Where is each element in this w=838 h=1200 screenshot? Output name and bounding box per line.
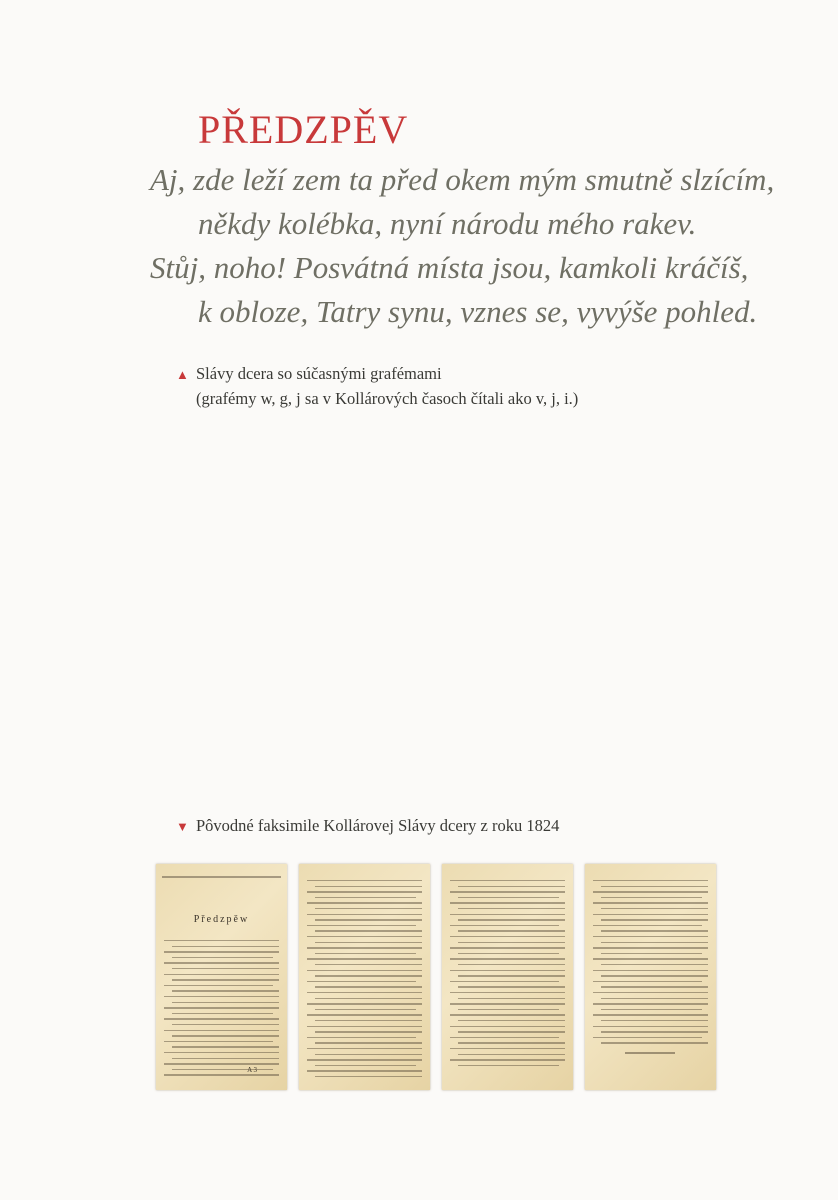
facsimile-page-4 bbox=[585, 864, 716, 1090]
facsimile-text-line bbox=[601, 986, 708, 987]
facsimile-text-line bbox=[450, 902, 565, 903]
facsimile-page-2 bbox=[299, 864, 430, 1090]
facsimile-text-line bbox=[315, 1065, 416, 1066]
facsimile-text-line bbox=[164, 996, 279, 997]
facsimile-text-line bbox=[593, 958, 708, 959]
facsimile-text-line bbox=[593, 1014, 708, 1015]
facsimile-text-line bbox=[593, 1037, 702, 1038]
verse-line-2: někdy kolébka, nyní národu mého rakev. bbox=[198, 206, 697, 241]
facsimile-text-line bbox=[315, 886, 422, 887]
facsimile-text-line bbox=[601, 953, 702, 954]
facsimile-text-line bbox=[315, 908, 422, 909]
facsimile-text-line bbox=[172, 957, 273, 958]
triangle-up-icon: ▲ bbox=[176, 367, 189, 382]
facsimile-text-line bbox=[450, 1026, 565, 1027]
facsimile-text-line bbox=[307, 981, 416, 982]
facsimile-text-line bbox=[450, 1003, 565, 1004]
facsimile-text-line bbox=[601, 897, 702, 898]
verse-line-3: Stůj, noho! Posvátná místa jsou, kamkoli kráčíš, bbox=[150, 250, 749, 285]
facsimile-text-line bbox=[164, 1018, 279, 1019]
facsimile-text-line bbox=[172, 968, 279, 969]
facsimile-text-line bbox=[458, 942, 565, 943]
facsimile-text-line bbox=[450, 970, 565, 971]
facsimile-text-line bbox=[601, 1009, 702, 1010]
facsimile-text-line bbox=[164, 985, 273, 986]
facsimile-text-line bbox=[307, 947, 422, 948]
facsimile-text-line bbox=[164, 1074, 279, 1075]
facsimile-text-line bbox=[450, 891, 565, 892]
facsimile-text-line bbox=[458, 919, 565, 920]
facsimile-text-line bbox=[164, 1041, 273, 1042]
facsimile-text-line bbox=[315, 1020, 422, 1021]
facsimile-text-line bbox=[601, 1031, 708, 1032]
facsimile-text-line bbox=[307, 992, 422, 993]
facsimile-text-line bbox=[307, 958, 422, 959]
facsimile-text-line bbox=[450, 1048, 565, 1049]
facsimile-text-line bbox=[307, 1070, 422, 1071]
facsimile-text-line bbox=[172, 990, 279, 991]
facsimile-text-line bbox=[172, 1002, 279, 1003]
facsimile-text-line bbox=[593, 891, 708, 892]
facsimile-text-line bbox=[593, 992, 708, 993]
facsimile-text-line bbox=[450, 947, 565, 948]
facsimile-text-line bbox=[458, 964, 565, 965]
facsimile-text-line bbox=[458, 975, 565, 976]
facsimile-text-line bbox=[172, 1069, 273, 1070]
facsimile-text-line bbox=[164, 1063, 279, 1064]
facsimile-text-line bbox=[450, 1037, 559, 1038]
facsimile-text-line bbox=[458, 953, 559, 954]
facsimile-text-line bbox=[458, 897, 559, 898]
facsimile-text-line bbox=[458, 1031, 565, 1032]
facsimile-text-line bbox=[307, 902, 422, 903]
facsimile-text-line bbox=[172, 1013, 273, 1014]
facsimile-text-line bbox=[450, 914, 565, 915]
modern-caption-line-2: (grafémy w, g, j sa v Kollárových časoch čítali ako v, j, i.) bbox=[196, 389, 579, 408]
facsimile-text-line bbox=[458, 986, 565, 987]
facsimile-text-line bbox=[315, 930, 422, 931]
facsimile-text-line bbox=[450, 936, 565, 937]
facsimile-text-line bbox=[315, 986, 422, 987]
facsimile-text-line bbox=[164, 974, 279, 975]
facsimile-text-line bbox=[593, 914, 708, 915]
facsimile-text-line bbox=[450, 992, 565, 993]
facsimile-text-line bbox=[458, 1009, 559, 1010]
facsimile-text-line bbox=[593, 981, 702, 982]
facsimile-text-line bbox=[315, 1042, 422, 1043]
facsimile-text-line bbox=[601, 998, 708, 999]
facsimile-text-line bbox=[307, 914, 422, 915]
facsimile-text-line bbox=[315, 975, 422, 976]
facsimile-text-line bbox=[172, 1035, 279, 1036]
facsimile-text-line bbox=[593, 1026, 708, 1027]
facsimile-text-line bbox=[458, 1020, 565, 1021]
facsimile-text-line bbox=[307, 970, 422, 971]
facsimile-text-line bbox=[593, 1003, 708, 1004]
facsimile-text-line bbox=[601, 1020, 708, 1021]
facsimile-text-line bbox=[307, 1003, 422, 1004]
facsimile-text-line bbox=[164, 1007, 279, 1008]
facsimile-text-line bbox=[450, 880, 565, 881]
facsimile-text-line bbox=[458, 1054, 565, 1055]
facsimile-text-line bbox=[172, 979, 279, 980]
facsimile-text-line bbox=[450, 1014, 565, 1015]
facsimile-text-line bbox=[307, 936, 422, 937]
facsimile-text-line bbox=[172, 1046, 279, 1047]
facsimile-text-line bbox=[307, 1037, 416, 1038]
page-heading: PŘEDZPĚV bbox=[198, 107, 409, 152]
facsimile-text-line bbox=[458, 886, 565, 887]
facsimile-text-line bbox=[593, 936, 708, 937]
facsimile-text-line bbox=[315, 953, 416, 954]
facsimile-text-line bbox=[315, 919, 422, 920]
facsimile-text-line bbox=[164, 962, 279, 963]
facsimile-text-line bbox=[172, 1058, 279, 1059]
facsimile-text-line bbox=[458, 930, 565, 931]
facsimile-caption-text: Pôvodné faksimile Kollárovej Slávy dcery z roku 1824 bbox=[196, 816, 560, 835]
facsimile-text-line bbox=[601, 919, 708, 920]
facsimile-text-line bbox=[593, 970, 708, 971]
facsimile-text-line bbox=[450, 958, 565, 959]
facsimile-text-line bbox=[593, 925, 702, 926]
facsimile-text-line bbox=[601, 930, 708, 931]
facsimile-text-line bbox=[601, 975, 708, 976]
facsimile-page-1 bbox=[156, 864, 287, 1090]
facsimile-text-line bbox=[601, 908, 708, 909]
facsimile-page-title: Předzpěw bbox=[193, 914, 250, 925]
facsimile-text-line bbox=[601, 942, 708, 943]
facsimile-text-line bbox=[450, 925, 559, 926]
facsimile-text-line bbox=[307, 891, 422, 892]
facsimile-text-line bbox=[458, 1065, 559, 1066]
modern-caption bbox=[176, 362, 578, 411]
facsimile-text-line bbox=[315, 1031, 422, 1032]
triangle-down-icon: ▼ bbox=[176, 819, 189, 834]
facsimile-text-line bbox=[450, 1059, 565, 1060]
facsimile-text-line bbox=[458, 998, 565, 999]
facsimile-text-line bbox=[315, 1054, 422, 1055]
facsimile-text-line bbox=[307, 1048, 422, 1049]
page-rule bbox=[162, 876, 281, 878]
facsimile-text-line bbox=[172, 946, 279, 947]
facsimile-text-line bbox=[164, 940, 279, 941]
verse-line-1: Aj, zde leží zem ta před okem mým smutně slzícím, bbox=[150, 162, 775, 197]
facsimile-text-line bbox=[601, 964, 708, 965]
facsimile-caption bbox=[176, 814, 559, 839]
facsimile-text-line bbox=[315, 942, 422, 943]
facsimile-text-line bbox=[307, 1059, 422, 1060]
facsimile-text-line bbox=[315, 897, 416, 898]
verse-line-4: k obloze, Tatry synu, vznes se, vyvýše pohled. bbox=[198, 294, 758, 329]
facsimile-text-line bbox=[164, 1052, 279, 1053]
facsimile-end-rule bbox=[625, 1052, 675, 1054]
facsimile-text-line bbox=[601, 1042, 708, 1043]
verse-block bbox=[150, 158, 775, 334]
facsimile-text-line bbox=[172, 1024, 279, 1025]
facsimile-text-line bbox=[458, 908, 565, 909]
facsimile-text-line bbox=[164, 951, 279, 952]
facsimile-page-3 bbox=[442, 864, 573, 1090]
modern-caption-line-1: Slávy dcera so súčasnými grafémami bbox=[196, 364, 442, 383]
facsimile-pages bbox=[156, 864, 716, 1090]
facsimile-text-line bbox=[307, 1014, 422, 1015]
facsimile-text-line bbox=[450, 981, 559, 982]
facsimile-text-line bbox=[307, 1026, 422, 1027]
facsimile-text-line bbox=[307, 880, 422, 881]
facsimile-text-line bbox=[307, 925, 416, 926]
facsimile-text-line bbox=[315, 1076, 422, 1077]
facsimile-text-line bbox=[601, 886, 708, 887]
facsimile-text-line bbox=[593, 947, 708, 948]
facsimile-text-line bbox=[315, 1009, 416, 1010]
facsimile-text-line bbox=[315, 964, 422, 965]
facsimile-text-line bbox=[458, 1042, 565, 1043]
facsimile-text-line bbox=[164, 1030, 279, 1031]
facsimile-text-line bbox=[593, 902, 708, 903]
facsimile-text-line bbox=[315, 998, 422, 999]
facsimile-text-line bbox=[593, 880, 708, 881]
